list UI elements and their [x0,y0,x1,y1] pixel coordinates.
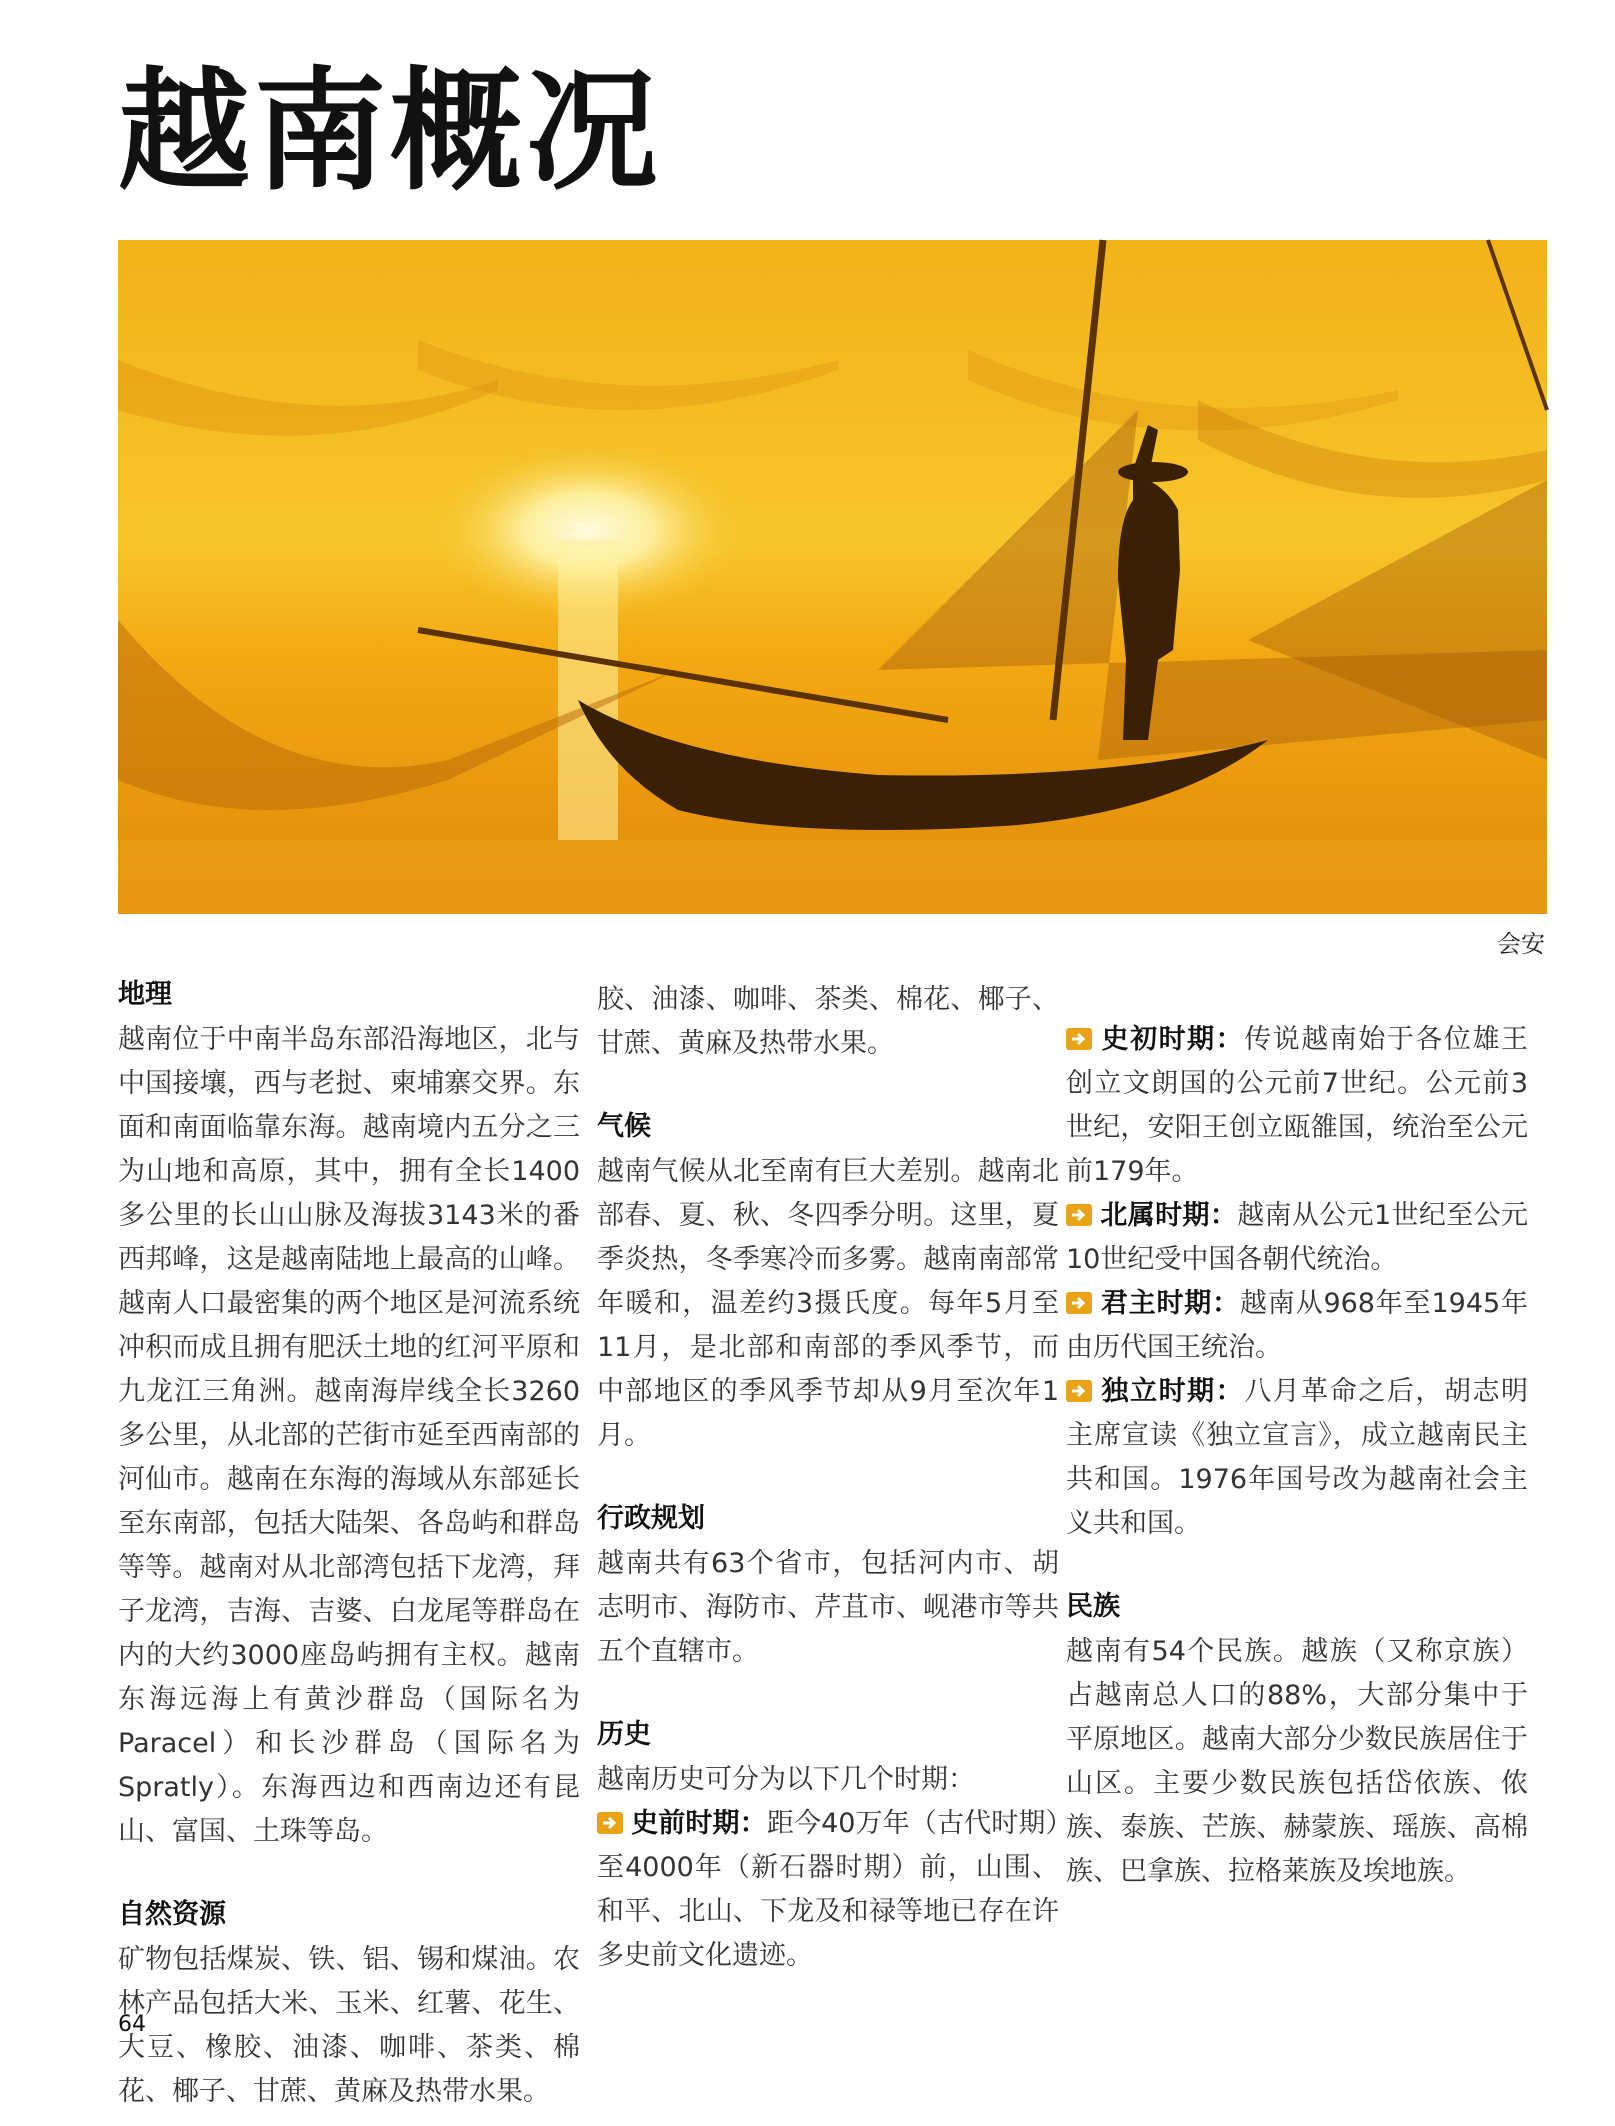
period-label: 史初时期： [1100,1024,1245,1055]
column-3 [1066,978,1528,1938]
period-text: 八月革命之后，胡志明主席宣读《独立宣言》，成立越南民主共和国。1976年国号改为越南社会主义共和国。 [1066,1376,1529,1539]
page-title: 越南概况 [118,55,662,209]
section-text: 越南有54个民族。越族（又称京族）占越南总人口的88%，大部分集中于平原地区。越南大部分少数民族居住于山区。主要少数民族包括岱依族、侬族、泰族、芒族、赫蒙族、瑶族、高棉族、巴拿族、拉格莱族及埃地族。 [1066,1636,1528,1887]
section-admin [597,1502,1059,1674]
column-1 [118,978,580,2107]
section-text: 越南气候从北至南有巨大差别。越南北部春、夏、秋、冬四季分明。这里，夏季炎热，冬季寒冷而多雾。越南南部常年暖和，温差约3摄氏度。每年5月至11月，是北部和南部的季风季节，而中部地区的季风季节却从9月至次年1月。 [597,1156,1059,1451]
history-periods-continued [1066,1018,1528,1546]
section-text: 越南共有63个省市，包括河内市、胡志明市、海防市、芹苴市、岘港市等共五个直辖市。 [597,1548,1059,1667]
section-heading: 民族 [1066,1591,1120,1622]
period-text: 传说越南始于各位雄王创立文朗国的公元前7世纪。公元前3世纪，安阳王创立瓯雒国，统治至公元前179年。 [1066,1024,1529,1187]
fishing-nets-at-sunset-photo [118,240,1547,914]
section-geography [118,978,580,1854]
section-ethnic [1066,1590,1528,1894]
history-period [1066,1282,1528,1370]
arrow-icon [1066,1204,1092,1226]
section-text: 越南位于中南半岛东部沿海地区，北与中国接壤，西与老挝、柬埔寨交界。东面和南面临靠东海。越南境内五分之三为山地和高原，其中，拥有全长1400多公里的长山山脉及海拔3143米的番西邦峰，这是越南陆地上最高的山峰。越南人口最密集的两个地区是河流系统冲积而成且拥有肥沃土地的红河平原和九龙江三角洲。越南海岸线全长3260多公里，从北部的芒街市延至西南部的河仙市。越南在东海的海域从东部延长至东南部，包括大陆架、各岛屿和群岛等等。越南对从北部湾包括下龙湾，拜子龙湾，吉海、吉婆、白龙尾等群岛在内的大约3000座岛屿拥有主权。越南东海远海上有黄沙群岛（国际名为Paracel）和长沙群岛（国际名为Spratly）。东海西边和西南边还有昆山、富国、土珠等岛。 [118,1024,580,1847]
history-period [1066,1194,1528,1282]
page-number: 64 [118,2012,146,2037]
period-label: 独立时期： [1100,1376,1245,1407]
section-history [597,1718,1059,1978]
section-heading: 自然资源 [118,1899,226,1930]
period-text: 越南从公元1世纪至公元10世纪受中国各朝代统治。 [1066,1200,1528,1275]
resources-continued-text: 胶、油漆、咖啡、茶类、棉花、椰子、甘蔗、黄麻及热带水果。 [597,984,1059,1059]
arrow-icon [1066,1028,1092,1050]
section-heading: 地理 [118,979,172,1010]
photo-caption: 会安 [1497,930,1545,958]
section-resources [118,1898,580,2107]
period-label: 君主时期： [1100,1288,1240,1319]
history-period [597,1802,1059,1978]
arrow-icon [1066,1292,1092,1314]
section-climate [597,1110,1059,1458]
history-period [1066,1370,1528,1546]
period-label: 北属时期： [1100,1200,1238,1231]
section-heading: 行政规划 [597,1503,705,1534]
section-heading: 气候 [597,1111,651,1142]
history-period [1066,1018,1528,1194]
section-text: 矿物包括煤炭、铁、铝、锡和煤油。农林产品包括大米、玉米、红薯、花生、大豆、橡胶、油漆、咖啡、茶类、棉花、椰子、甘蔗、黄麻及热带水果。 [118,1944,580,2107]
arrow-icon [1066,1380,1092,1402]
period-text: 越南从968年至1945年由历代国王统治。 [1066,1288,1529,1363]
period-label: 史前时期： [631,1808,767,1839]
history-intro: 越南历史可分为以下几个时期： [597,1764,975,1795]
section-heading: 历史 [597,1719,651,1750]
period-text: 距今40万年（古代时期）至4000年（新石器时期）前，山围、和平、北山、下龙及和禄等地已存在许多史前文化遗迹。 [597,1808,1060,1971]
arrow-icon [597,1812,623,1834]
column-2 [597,978,1059,2022]
